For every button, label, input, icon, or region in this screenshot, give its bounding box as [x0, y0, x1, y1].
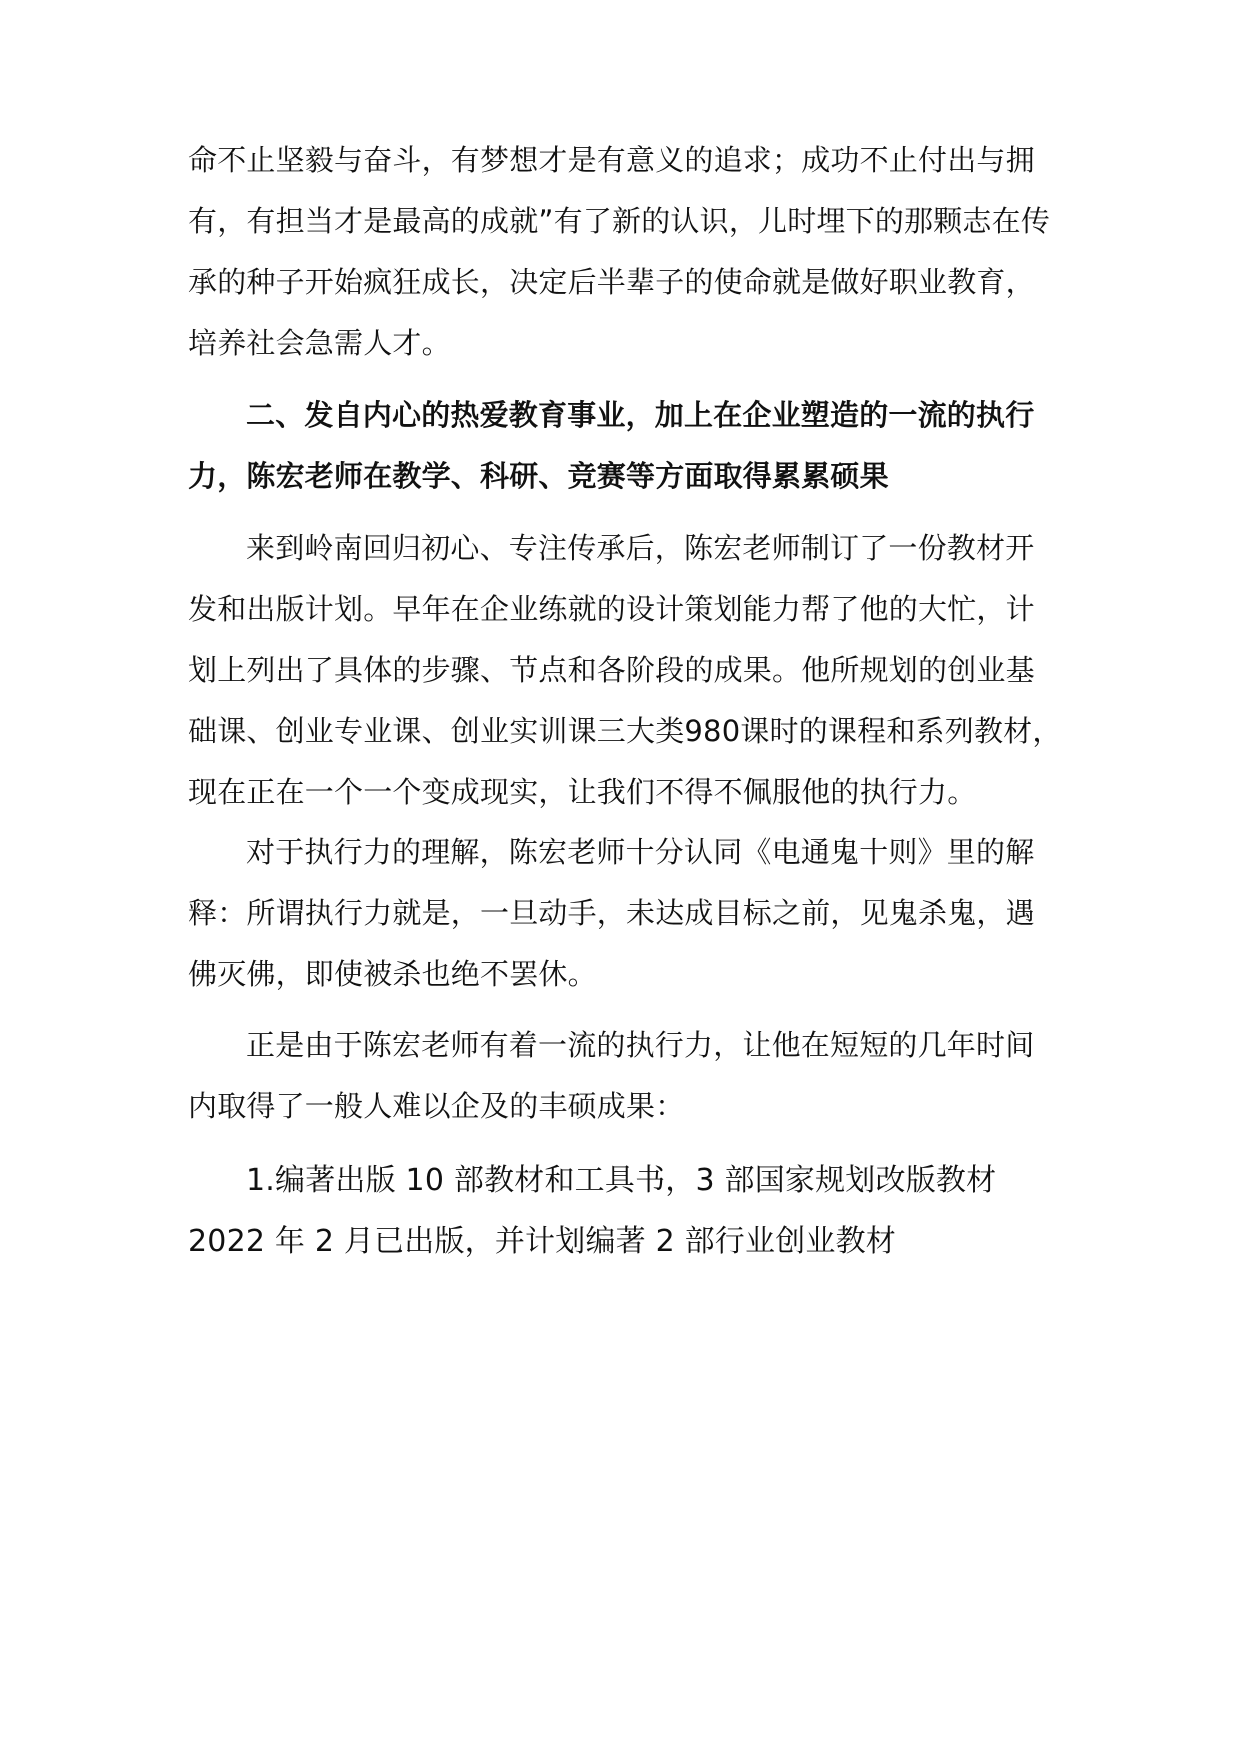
paragraph-textbook-plan [188, 518, 1062, 823]
paragraph-mission-conclusion [188, 130, 1051, 374]
text-line: 2022 年 2 月已出版，并计划编著 2 部行业创业教材 [188, 1224, 897, 1259]
text-line: 有，有担当才是最高的成就”有了新的认识，儿时埋下的那颗志在传 [188, 204, 1051, 238]
text-line: 对于执行力的理解，陈宏老师十分认同《电通鬼十则》里的解 [246, 835, 1035, 869]
section-heading [188, 385, 1048, 507]
text-line: 培养社会急需人才。 [188, 326, 451, 360]
text-line: 现在正在一个一个变成现实，让我们不得不佩服他的执行力。 [188, 775, 977, 809]
text-line: 内取得了一般人难以企及的丰硕成果： [188, 1089, 685, 1123]
paragraph-achievements-intro [188, 1015, 1048, 1137]
text-line: 来到岭南回归初心、专注传承后，陈宏老师制订了一份教材开 [246, 531, 1035, 565]
text-line: 1.编著出版 10 部教材和工具书，3 部国家规划改版教材 [246, 1163, 997, 1198]
text-line: 发和出版计划。早年在企业练就的设计策划能力帮了他的大忙，计 [188, 592, 1035, 626]
text-line: 础课、创业专业课、创业实训课三大类980课时的课程和系列教材， [188, 714, 1062, 748]
achievement-item-1 [188, 1150, 1048, 1272]
text-line: 承的种子开始疯狂成长，决定后半辈子的使命就是做好职业教育， [188, 265, 1035, 299]
heading-line: 二、发自内心的热爱教育事业，加上在企业塑造的一流的执行 [246, 398, 1035, 432]
text-line: 正是由于陈宏老师有着一流的执行力，让他在短短的几年时间 [246, 1028, 1035, 1062]
text-line: 佛灭佛，即使被杀也绝不罢休。 [188, 957, 597, 991]
text-line: 划上列出了具体的步骤、节点和各阶段的成果。他所规划的创业基 [188, 653, 1035, 687]
paragraph-execution-definition [188, 822, 1048, 1005]
text-line: 命不止坚毅与奋斗，有梦想才是有意义的追求；成功不止付出与拥 [188, 143, 1035, 177]
text-line: 释：所谓执行力就是，一旦动手，未达成目标之前，见鬼杀鬼，遇 [188, 896, 1035, 930]
heading-line: 力，陈宏老师在教学、科研、竞赛等方面取得累累硕果 [188, 459, 889, 493]
